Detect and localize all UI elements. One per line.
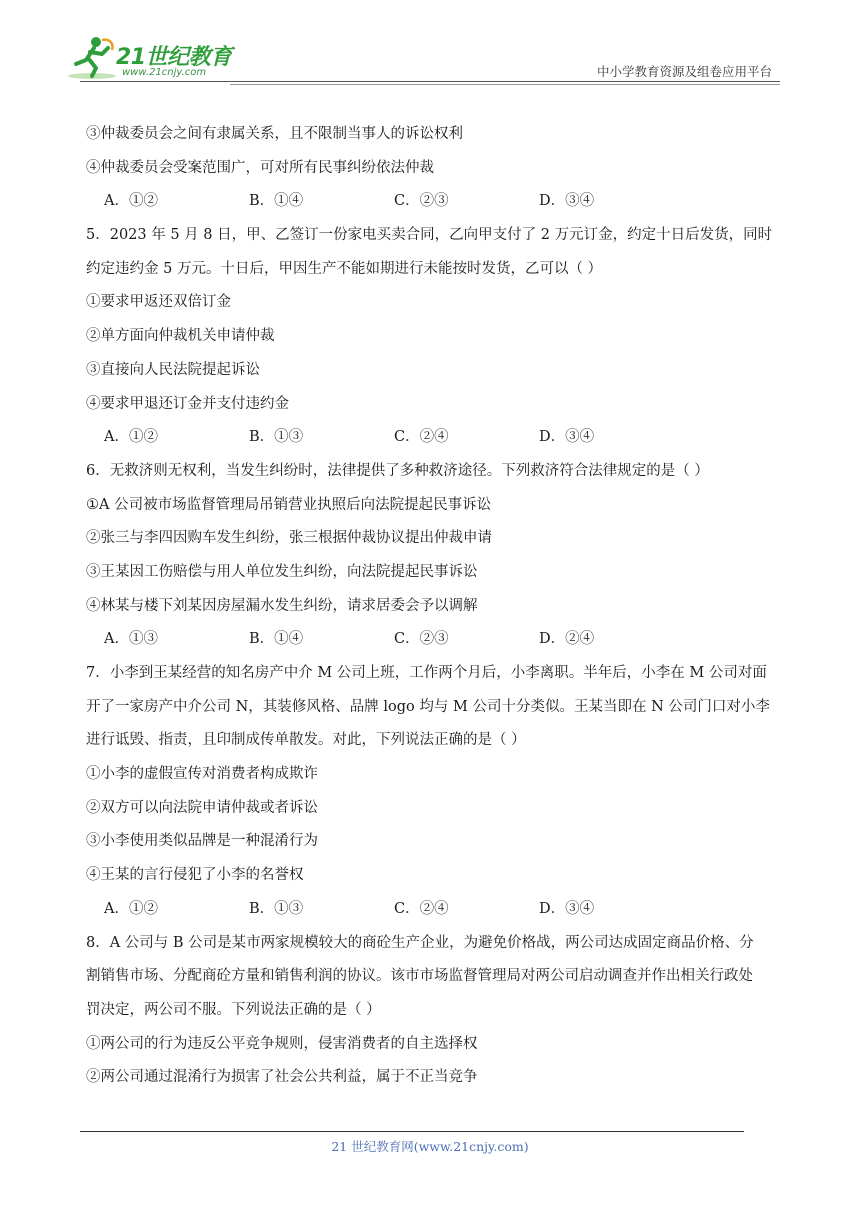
text-line: 约定违约金 5 万元。十日后，甲因生产不能如期进行未能按时发货，乙可以（ ） [86,260,603,277]
answer-options [86,893,786,927]
text-line: 割销售市场、分配商砼方量和销售利润的协议。该市市场监督管理局对两公司启动调查并作出相关行政处 [86,968,753,985]
text-line: ①要求甲返还双倍订金 [86,294,231,311]
text-line: 开了一家房产中介公司 N，其装修风格、品牌 logo 均与 M 公司十分类似。王某当即在 N 公司门口对小李 [86,698,770,715]
text-line: ②张三与李四因购车发生纠纷，张三根据仲裁协议提出仲裁申请 [86,530,492,547]
answer-options [86,185,786,219]
text-line: 5．2023 年 5 月 8 日，甲、乙签订一份家电买卖合同，乙向甲支付了 2 万元订金，约定十日后发货，同时 [86,227,773,244]
text-line: ①小李的虚假宣传对消费者构成欺诈 [86,766,318,783]
text-line: ④要求甲退还订金并支付违约金 [86,395,289,412]
answer-option: D．③④ [539,193,595,210]
text-line: ③直接向人民法院提起诉讼 [86,361,260,378]
text-line: 8．A 公司与 B 公司是某市两家规模较大的商砼生产企业，为避免价格战，两公司达成固定商品价格、分 [86,934,754,951]
text-line: 进行诋毁、指责，且印制成传单散发。对此，下列说法正确的是（ ） [86,732,526,749]
answer-options [86,421,786,455]
header-divider [80,81,780,82]
answer-option: D．③④ [539,900,595,917]
answer-option: B．①④ [249,193,304,210]
answer-option: A．①② [104,429,158,446]
footer-link[interactable]: 21 世纪教育网(www.21cnjy.com) [331,1139,529,1154]
question-content [86,118,786,1095]
text-line: ②单方面向仲裁机关申请仲裁 [86,328,275,345]
text-line: ③小李使用类似品牌是一种混淆行为 [86,833,318,850]
text-line: ②两公司通过混淆行为损害了社会公共利益，属于不正当竞争 [86,1069,478,1086]
page-header [0,0,860,90]
site-logo[interactable] [66,34,236,82]
text-line: ②双方可以向法院申请仲裁或者诉讼 [86,799,318,816]
answer-option: D．③④ [539,429,595,446]
answer-option: A．①③ [104,631,158,648]
answer-option: B．①③ [249,900,304,917]
answer-options [86,623,786,657]
header-divider-secondary [230,84,780,85]
answer-option: D．②④ [539,631,595,648]
runner-logo-icon [66,34,118,82]
logo-text: 21世纪教育 [116,45,232,70]
answer-option: C．②③ [394,631,449,648]
answer-option: C．②④ [394,429,449,446]
text-line: ③王某因工伤赔偿与用人单位发生纠纷，向法院提起民事诉讼 [86,563,478,580]
text-line: ③仲裁委员会之间有隶属关系，且不限制当事人的诉讼权利 [86,126,463,142]
text-line: 6．无救济则无权利，当发生纠纷时，法律提供了多种救济途径。下列救济符合法律规定的是（ ） [86,462,709,479]
answer-option: B．①③ [249,429,304,446]
text-line: ①A 公司被市场监督管理局吊销营业执照后向法院提起民事诉讼 [86,496,492,513]
answer-option: C．②③ [394,193,449,210]
answer-option: B．①④ [249,631,304,648]
text-line: 罚决定，两公司不服。下列说法正确的是（ ） [86,1001,381,1018]
answer-option: C．②④ [394,900,449,917]
logo-url: www.21cnjy.com [122,67,207,78]
text-line: ④仲裁委员会受案范围广，可对所有民事纠纷依法仲裁 [86,159,434,176]
text-line: ①两公司的行为违反公平竞争规则，侵害消费者的自主选择权 [86,1035,478,1052]
platform-label: 中小学教育资源及组卷应用平台 [596,64,772,79]
text-line: 7．小李到王某经营的知名房产中介 M 公司上班，工作两个月后，小李离职。半年后，小李在 M 公司对面 [86,665,767,681]
answer-option: A．①② [104,193,158,210]
footer-divider [80,1131,744,1132]
answer-option: A．①② [104,900,158,917]
text-line: ④王某的言行侵犯了小李的名誉权 [86,867,304,884]
text-line: ④林某与楼下刘某因房屋漏水发生纠纷，请求居委会予以调解 [86,597,478,614]
